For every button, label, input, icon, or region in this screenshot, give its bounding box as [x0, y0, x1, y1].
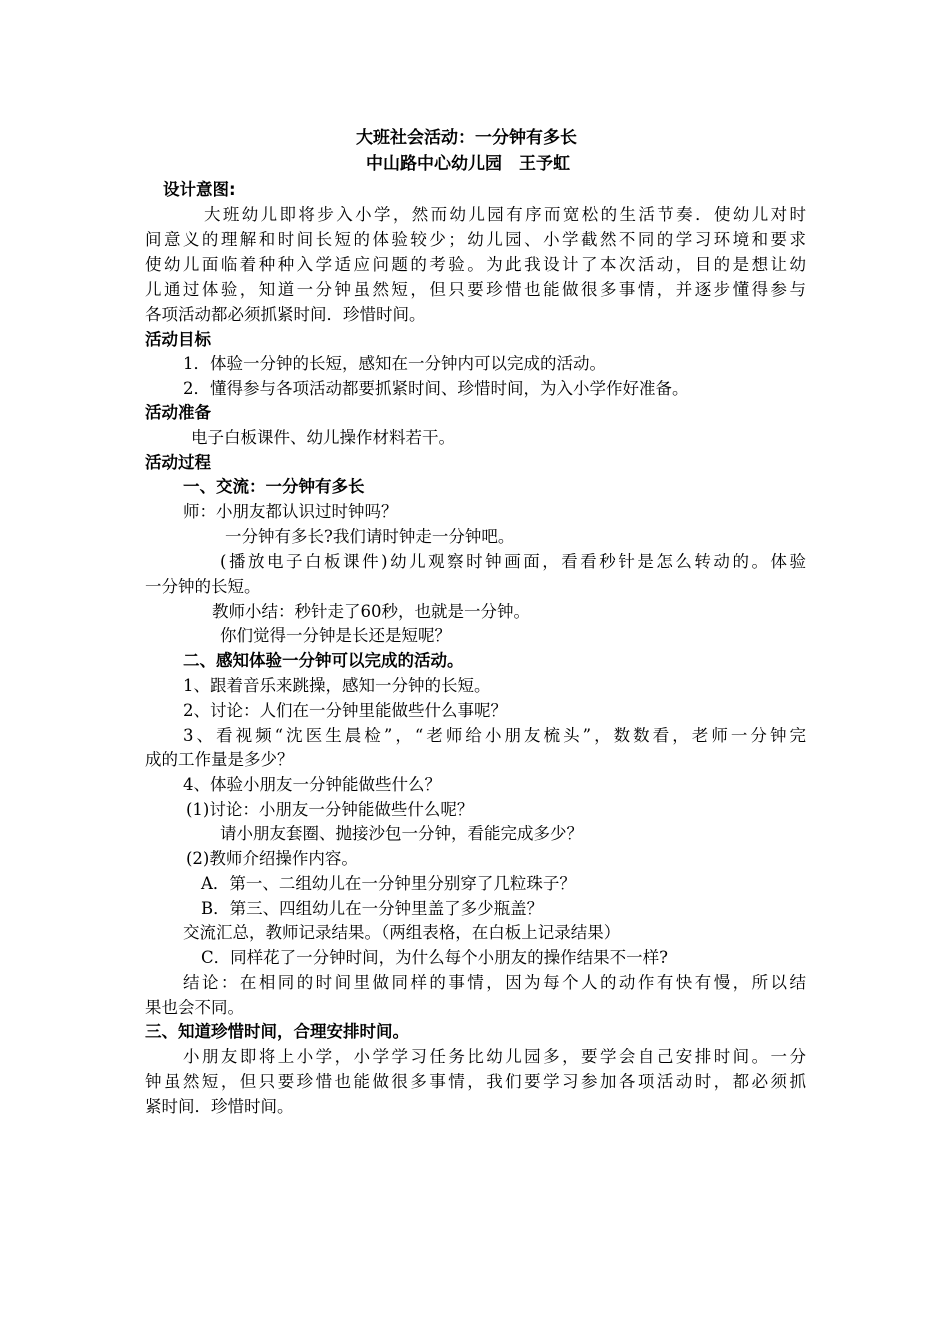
section3-line: 紧时间．珍惜时间。	[145, 1097, 294, 1116]
design-text-line: 间意义的理解和时间长短的体验较少；幼儿园、小学截然不同的学习环境和要求	[145, 230, 806, 249]
process-heading: 活动过程	[145, 453, 211, 472]
goal-item: 1．体验一分钟的长短，感知在一分钟内可以完成的活动。	[183, 354, 606, 373]
section3-line: 小朋友即将上小学，小学学习任务比幼儿园多，要学会自己安排时间。一分	[183, 1047, 806, 1066]
section1-line: 师：小朋友都认识过时钟吗？	[183, 502, 398, 521]
prep-text: 电子白板课件、幼儿操作材料若干。	[191, 428, 455, 447]
section2-line: C．同样花了一分钟时间，为什么每个小朋友的操作结果不一样?	[201, 948, 668, 967]
design-text-line: 大班幼儿即将步入小学，然而幼儿园有序而宽松的生活节奏．使幼儿对时	[204, 205, 806, 224]
author-line: 中山路中心幼儿园 王予虹	[366, 154, 570, 174]
section2-line: B．第三、四组幼儿在一分钟里盖了多少瓶盖？	[201, 899, 544, 918]
section3-line: 钟虽然短，但只要珍惜也能做很多事情，我们要学习参加各项活动时，都必须抓	[145, 1072, 806, 1091]
section2-line: 请小朋友套圈、抛接沙包一分钟，看能完成多少？	[220, 824, 583, 843]
section2-line: 交流汇总，教师记录结果。（两组表格，在白板上记录结果）	[183, 923, 621, 942]
design-text-line: 各项活动都必须抓紧时间．珍惜时间。	[145, 305, 426, 324]
section1-line: (播放电子白板课件)幼儿观察时钟画面，看看秒针是怎么转动的。体验	[220, 552, 806, 571]
design-heading: 设计意图:	[163, 180, 236, 199]
section1-line: 一分钟的长短。	[145, 577, 261, 596]
section2-line: (1)讨论：小朋友一分钟能做些什么呢？	[186, 800, 474, 819]
section2-line: A．第一、二组幼儿在一分钟里分别穿了几粒珠子？	[201, 874, 576, 893]
design-text-line: 使幼儿面临着种种入学适应问题的考验。为此我设计了本次活动，目的是想让幼	[145, 255, 806, 274]
section1-line: 教师小结：秒针走了60秒，也就是一分钟。	[212, 602, 530, 621]
section3-heading: 三、知道珍惜时间，合理安排时间。	[145, 1022, 409, 1041]
prep-heading: 活动准备	[145, 403, 211, 422]
section2-line: 1、跟着音乐来跳操，感知一分钟的长短。	[183, 676, 491, 695]
section2-line: 结论：在相同的时间里做同样的事情，因为每个人的动作有快有慢，所以结	[183, 973, 806, 992]
section2-line: 成的工作量是多少？	[145, 750, 294, 769]
section2-line: 果也会不同。	[145, 998, 244, 1017]
section2-line: (2)教师介绍操作内容。	[186, 849, 358, 868]
document-title: 大班社会活动：一分钟有多长	[356, 128, 577, 148]
section1-line: 一分钟有多长?我们请时钟走一分钟吧。	[225, 527, 515, 546]
section2-line: 3、看视频“沈医生晨检”，“老师给小朋友梳头”，数数看，老师一分钟完	[183, 726, 806, 745]
section2-heading: 二、感知体验一分钟可以完成的活动。	[183, 651, 464, 670]
section1-line: 你们觉得一分钟是长还是短呢？	[220, 626, 451, 645]
section2-line: 2、讨论：人们在一分钟里能做些什么事呢？	[183, 701, 507, 720]
section1-heading: 一、交流：一分钟有多长	[183, 477, 365, 496]
section2-line: 4、体验小朋友一分钟能做些什么？	[183, 775, 441, 794]
goals-heading: 活动目标	[145, 330, 211, 349]
goal-item: 2．懂得参与各项活动都要抓紧时间、珍惜时间，为入小学作好准备。	[183, 379, 689, 398]
design-text-line: 儿通过体验，知道一分钟虽然短，但只要珍惜也能做很多事情，并逐步懂得参与	[145, 280, 806, 299]
